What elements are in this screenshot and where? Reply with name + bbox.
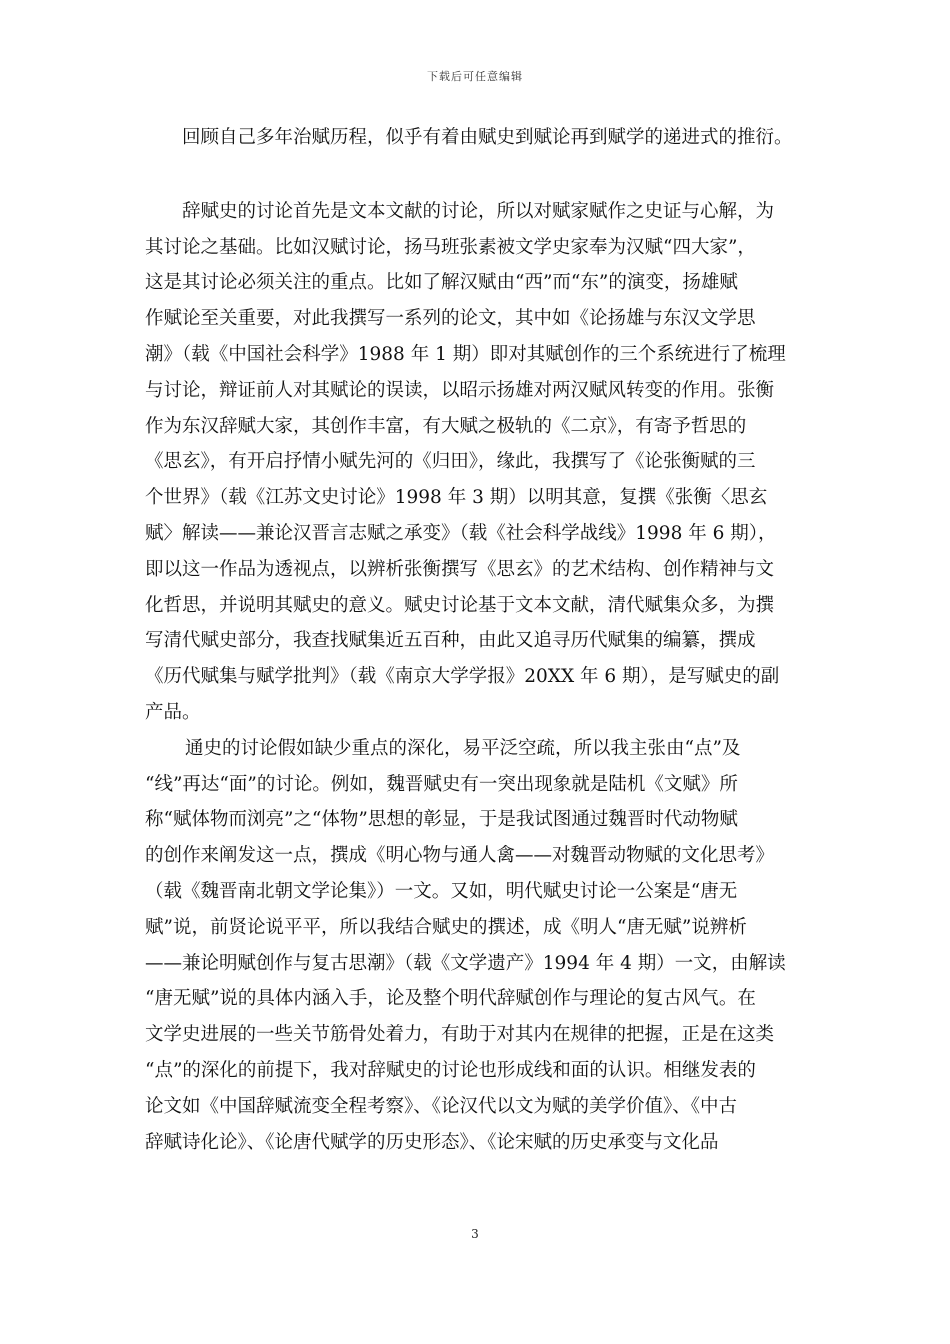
paragraph-3-line: 称“赋体物而浏亮”之“体物”思想的彰显，于是我试图通过魏晋时代动物赋 (145, 809, 738, 831)
paragraph-spacer (145, 156, 810, 194)
paragraph-3-line: （载《魏晋南北朝文学论集》）一文。又如，明代赋史讨论一公案是“唐无 (145, 880, 738, 902)
paragraph-2-line: 潮》（载《中国社会科学》1988 年 1 期）即对其赋创作的三个系统进行了梳理 (145, 343, 786, 365)
paragraph-3-line: ——兼论明赋创作与复古思潮》（载《文学遗产》1994 年 4 期）一文，由解读 (145, 952, 786, 974)
paragraph-2-line: 写清代赋史部分，我查找赋集近五百种，由此又追寻历代赋集的编纂，撰成 (145, 630, 756, 652)
paragraph-2-line: 《思玄》，有开启抒情小赋先河的《归田》，缘此，我撰写了《论张衡赋的三 (145, 451, 756, 473)
paragraph-3-line: “点”的深化的前提下，我对辞赋史的讨论也形成线和面的认识。相继发表的 (145, 1059, 756, 1081)
paragraph-2-line: 个世界》（载《江苏文史讨论》1998 年 3 期）以明其意，复撰《张衡〈思玄 (145, 487, 768, 509)
paragraph-2-line: 辞赋史的讨论首先是文本文献的讨论，所以对赋家赋作之史证与心解，为 (182, 200, 775, 222)
paragraph-2-line: 产品。 (145, 701, 201, 723)
paragraph-3-line: 文学史进展的一些关节筋骨处着力，有助于对其内在规律的把握，正是在这类 (145, 1024, 775, 1046)
paragraph-2-line: 作赋论至关重要，对此我撰写一系列的论文，其中如《论扬雄与东汉文学思 (145, 308, 756, 330)
paragraph-2-line: 即以这一作品为透视点，以辨析张衡撰写《思玄》的艺术结构、创作精神与文 (145, 558, 775, 580)
paragraph-2-line: 赋〉解读——兼论汉晋言志赋之承变》（载《社会科学战线》1998 年 6 期）， (145, 522, 777, 544)
paragraph-3-line: “唐无赋”说的具体内涵入手，论及整个明代辞赋创作与理论的复古风气。在 (145, 988, 756, 1010)
paragraph-2-line: 化哲思，并说明其赋史的意义。赋史讨论基于文本文献，清代赋集众多，为撰 (145, 594, 775, 616)
page-number: 3 (471, 1227, 479, 1241)
paragraph-3-line: 通史的讨论假如缺少重点的深化，易平泛空疏，所以我主张由“点”及 (185, 737, 741, 759)
paragraph-2-line: 这是其讨论必须关注的重点。比如了解汉赋由“西”而“东”的演变，扬雄赋 (145, 272, 738, 294)
paragraph-3-line: 辞赋诗化论》、《论唐代赋学的历史形态》、《论宋赋的历史承变与文化品 (145, 1131, 719, 1153)
paragraph-3-line: 论文如《中国辞赋流变全程考察》、《论汉代以文为赋的美学价值》、《中古 (145, 1095, 738, 1117)
paragraph-3-line: 的创作来阐发这一点，撰成《明心物与通人禽——对魏晋动物赋的文化思考》 (145, 845, 775, 867)
paragraph-2-line: 与讨论，辩证前人对其赋论的误读，以昭示扬雄对两汉赋风转变的作用。张衡 (145, 379, 775, 401)
paragraph-2-line: 作为东汉辞赋大家，其创作丰富，有大赋之极轨的《二京》，有寄予哲思的 (145, 415, 747, 437)
paragraph-1-line: 回顾自己多年治赋历程，似乎有着由赋史到赋论再到赋学的递进式的推衍。 (182, 127, 793, 148)
paragraph-2-line: 其讨论之基础。比如汉赋讨论，扬马班张素被文学史家奉为汉赋“四大家”， (145, 236, 756, 258)
paragraph-2-line: 《历代赋集与赋学批判》（载《南京大学学报》20XX 年 6 期），是写赋史的副 (145, 666, 780, 688)
page-header: 下载后可任意编辑 (427, 70, 523, 83)
paragraph-3-line: 赋”说，前贤论说平平，所以我结合赋史的撰述，成《明人“唐无赋”说辨析 (145, 916, 747, 938)
document-body (145, 120, 810, 1160)
paragraph-3-line: “线”再达“面”的讨论。例如，魏晋赋史有一突出现象就是陆机《文赋》所 (145, 773, 738, 795)
